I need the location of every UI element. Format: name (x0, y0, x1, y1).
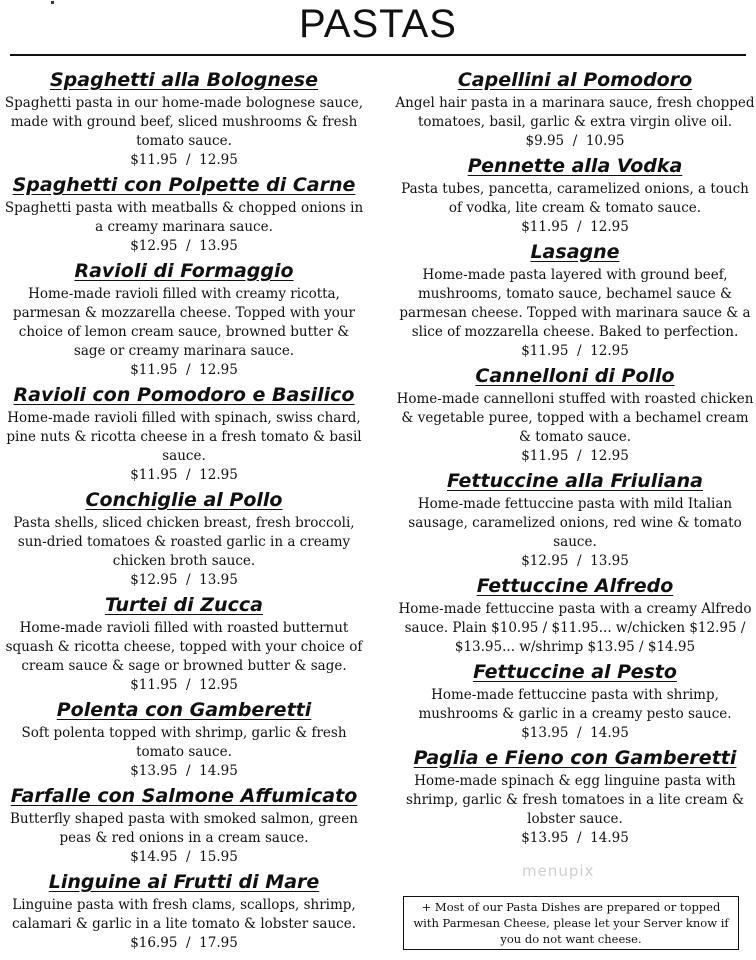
dish-price: $11.95 / 12.95 (130, 362, 238, 378)
dish-price: $11.95 / 12.95 (521, 448, 629, 464)
dish-price: $14.95 / 15.95 (130, 849, 238, 865)
dish-price: $11.95 / 12.95 (521, 219, 629, 235)
dish-description: Home-made fettuccine pasta with shrimp, mushrooms & garlic in a creamy pesto sauce. (418, 687, 732, 722)
dish-price: $16.95 / 17.95 (130, 935, 238, 951)
dish-description: Angel hair pasta in a marinara sauce, fresh chopped tomatoes, basil, garlic & extra virgin olive oil. (395, 95, 755, 130)
watermark: menupix (522, 862, 595, 880)
menu-item-capellini-al-pomodoro (395, 66, 755, 151)
dish-price: $11.95 / 12.95 (521, 343, 629, 359)
menu-item-cannelloni-di-pollo (395, 362, 755, 466)
menu-item-lasagne (395, 238, 755, 361)
dish-description: Home-made ravioli filled with spinach, swiss chard, pine nuts & ricotta cheese in a fresh tomato & basil sauce. (6, 410, 362, 464)
dish-name: Lasagne (530, 241, 620, 263)
menu-item-spaghetti-alla-bolognese (4, 66, 364, 170)
dish-description: Soft polenta topped with shrimp, garlic & fresh tomato sauce. (21, 725, 347, 760)
dish-price: $12.95 / 13.95 (130, 238, 238, 254)
dish-price: $13.95 / 14.95 (521, 725, 629, 741)
dish-price: $12.95 / 13.95 (130, 572, 238, 588)
dish-description: Home-made spinach & egg linguine pasta with shrimp, garlic & fresh tomatoes in a lite cream & lobster sauce. (405, 773, 745, 827)
dish-name: Farfalle con Salmone Affumicato (10, 785, 358, 807)
left-column (4, 66, 364, 953)
dish-description: Home-made ravioli filled with roasted butternut squash & ricotta cheese, topped with your choice of cream sauce & sage or browned butter & sage. (5, 620, 363, 674)
menu-item-linguine-ai-frutti-di-mare (4, 868, 364, 953)
dish-price: $12.95 / 13.95 (521, 553, 629, 569)
page-title: PASTAS (299, 2, 457, 46)
menu-item-fettuccine-alfredo (395, 572, 755, 657)
dish-name: Fettuccine Alfredo (476, 575, 674, 597)
dish-description: Linguine pasta with fresh clams, scallops, shrimp, calamari & garlic in a lite tomato & lobster sauce. (11, 897, 357, 932)
dish-name: Spaghetti con Polpette di Carne (12, 174, 356, 196)
dish-name: Paglia e Fieno con Gamberetti (413, 747, 737, 769)
dish-price: $13.95 / 14.95 (521, 830, 629, 846)
menu-item-ravioli-con-pomodoro-e-basilico (4, 381, 364, 485)
dish-description: Home-made ravioli filled with creamy ricotta, parmesan & mozzarella cheese. Topped with your choice of lemon cream sauce, browned butter & sage or creamy marinara sauce. (12, 286, 356, 359)
dish-description: Home-made fettuccine pasta with mild Italian sausage, caramelized onions, red wine & tomato sauce. (408, 496, 742, 550)
dish-name: Fettuccine alla Friuliana (447, 470, 703, 492)
dish-description: Spaghetti pasta in our home-made bolognese sauce, made with ground beef, sliced mushrooms & fresh tomato sauce. (4, 95, 364, 149)
dish-description: Spaghetti pasta with meatballs & chopped onions in a creamy marinara sauce. (4, 200, 364, 235)
dish-name: Spaghetti alla Bolognese (49, 69, 318, 91)
dish-description: Pasta shells, sliced chicken breast, fresh broccoli, sun-dried tomatoes & roasted garlic in a creamy chicken broth sauce. (13, 515, 355, 569)
dish-name: Ravioli con Pomodoro e Basilico (13, 384, 355, 406)
menu-item-farfalle-con-salmone-affumicato (4, 782, 364, 867)
menu-item-turtei-di-zucca (4, 591, 364, 695)
dish-description: Butterfly shaped pasta with smoked salmon, green peas & red onions in a cream sauce. (10, 811, 358, 846)
dish-name: Polenta con Gamberetti (56, 699, 312, 721)
dish-name: Fettuccine al Pesto (473, 661, 677, 683)
right-column (395, 66, 755, 848)
menu-item-paglia-e-fieno-con-gamberetti (395, 744, 755, 848)
dish-name: Pennette alla Vodka (467, 155, 683, 177)
menu-item-fettuccine-alla-friuliana (395, 467, 755, 571)
menu-item-fettuccine-al-pesto (395, 658, 755, 743)
menu-item-polenta-con-gamberetti (4, 696, 364, 781)
dish-price: $13.95 / 14.95 (130, 763, 238, 779)
dish-name: Linguine ai Frutti di Mare (48, 871, 320, 893)
dish-price: $11.95 / 12.95 (130, 677, 238, 693)
dish-description: Home-made fettuccine pasta with a creamy Alfredo sauce. Plain $10.95 / $11.95... w/chicken $12.95 / $13.95... w/shrimp $13.95 / $14.95 (398, 601, 752, 655)
menu-item-spaghetti-con-polpette-di-carne (4, 171, 364, 256)
dish-name: Ravioli di Formaggio (74, 260, 294, 282)
dish-price: $9.95 / 10.95 (525, 133, 625, 149)
menu-item-ravioli-di-formaggio (4, 257, 364, 380)
dish-description: Home-made cannelloni stuffed with roasted chicken & vegetable puree, topped with a bechamel cream & tomato sauce. (396, 391, 754, 445)
title-rule (10, 54, 746, 56)
dish-description: Pasta tubes, pancetta, caramelized onions, a touch of vodka, lite cream & tomato sauce. (401, 181, 749, 216)
dish-description: Home-made pasta layered with ground beef, mushrooms, tomato sauce, bechamel sauce & parmesan cheese. Topped with marinara sauce & a slice of mozzarella cheese. Baked to perfection. (399, 267, 751, 340)
dish-price: $11.95 / 12.95 (130, 467, 238, 483)
dish-name: Capellini al Pomodoro (457, 69, 693, 91)
cheese-note: + Most of our Pasta Dishes are prepared or topped with Parmesan Cheese, please let your Server know if you do not want cheese. (403, 896, 739, 950)
menu-item-pennette-alla-vodka (395, 152, 755, 237)
dish-name: Turtei di Zucca (105, 594, 263, 616)
dish-price: $11.95 / 12.95 (130, 152, 238, 168)
menu-item-conchiglie-al-pollo (4, 486, 364, 590)
dish-name: Conchiglie al Pollo (85, 489, 283, 511)
dish-name: Cannelloni di Pollo (475, 365, 675, 387)
